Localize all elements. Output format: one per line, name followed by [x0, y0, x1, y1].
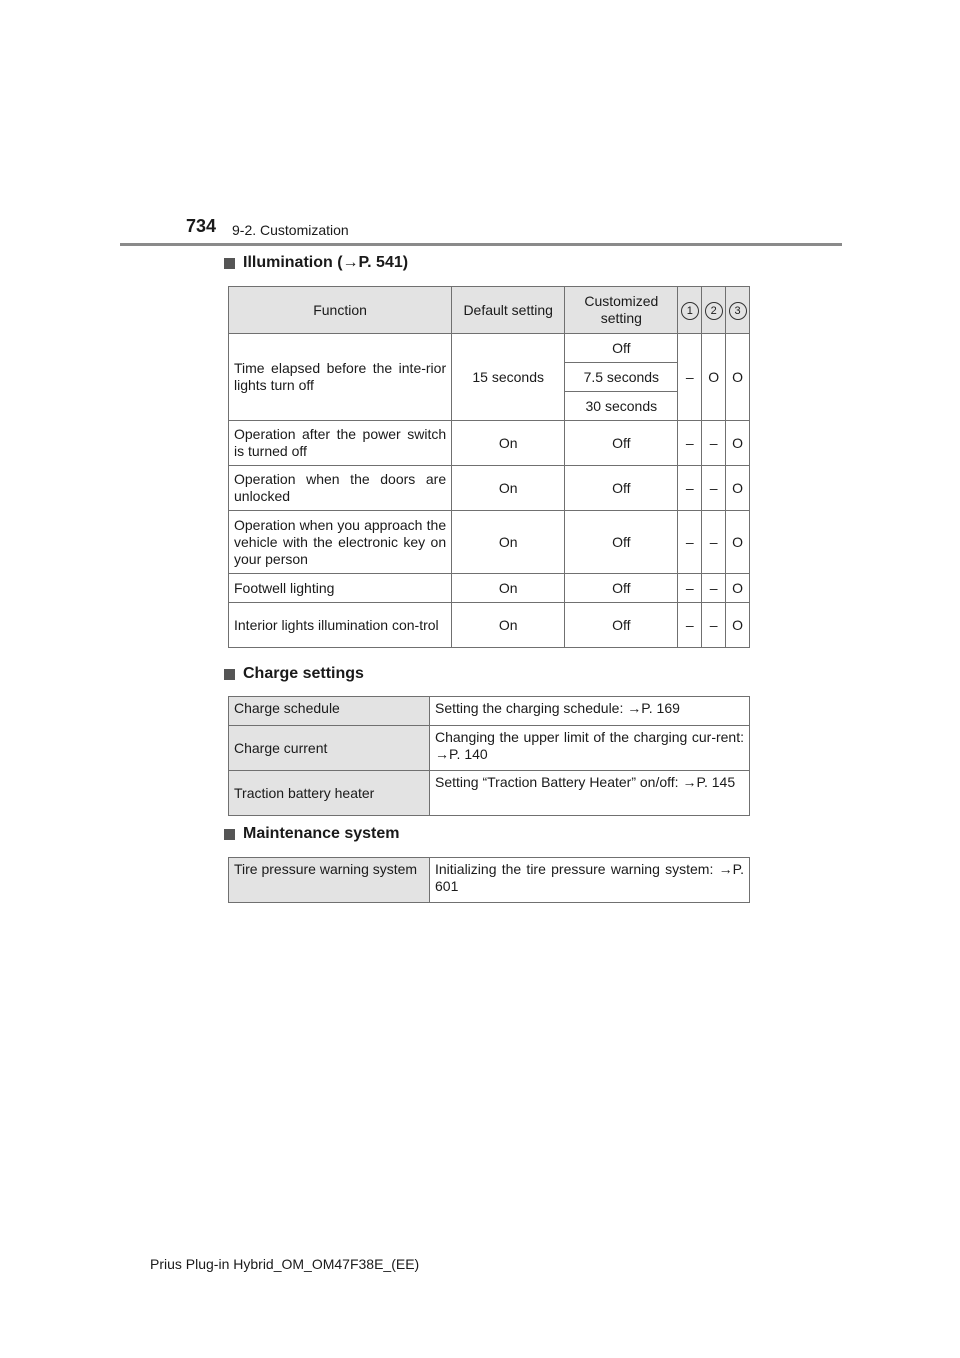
function-cell: Operation when the doors are unlocked: [229, 466, 452, 511]
default-cell: On: [452, 603, 565, 648]
custom-cell: Off: [565, 574, 678, 603]
function-cell: Interior lights illumination con-trol: [229, 603, 452, 648]
charge-settings-table: [228, 696, 750, 816]
default-cell: On: [452, 511, 565, 574]
table-row: [229, 771, 750, 816]
table-header-row: [229, 287, 750, 334]
col3-cell: O: [726, 511, 750, 574]
custom-cell: Off: [565, 421, 678, 466]
table-row: [229, 511, 750, 574]
column-2: [702, 287, 726, 334]
column-default-setting: Default setting: [452, 287, 565, 334]
setting-name-cell: Traction battery heater: [229, 771, 430, 816]
default-cell: On: [452, 466, 565, 511]
column-3: [726, 287, 750, 334]
table-row: [229, 466, 750, 511]
col2-cell: –: [702, 421, 726, 466]
column-1: [678, 287, 702, 334]
table-row: [229, 574, 750, 603]
col2-cell: –: [702, 466, 726, 511]
circled-number-3: 3: [729, 302, 747, 320]
setting-desc-cell: Changing the upper limit of the charging cur-rent: →P. 140: [430, 726, 750, 771]
col3-cell: O: [726, 421, 750, 466]
charge-settings-heading: [224, 665, 364, 683]
illumination-heading-text: Illumination (→P. 541): [243, 254, 409, 271]
custom-option-cell: Off: [565, 334, 678, 363]
table-row: [229, 726, 750, 771]
custom-cell: Off: [565, 511, 678, 574]
illumination-heading: [224, 254, 408, 272]
col2-cell: O: [702, 334, 726, 421]
table-row: [229, 858, 750, 903]
circled-number-2: 2: [705, 302, 723, 320]
custom-cell: Off: [565, 603, 678, 648]
square-bullet-icon: [224, 669, 235, 680]
page-number: 734: [186, 216, 217, 236]
header-divider: [120, 243, 842, 246]
circled-number-1: 1: [681, 302, 699, 320]
setting-desc-cell: Setting “Traction Battery Heater” on/off: →P. 145: [430, 771, 750, 816]
default-cell: On: [452, 574, 565, 603]
maintenance-heading: [224, 825, 400, 843]
function-cell: Operation after the power switch is turned off: [229, 421, 452, 466]
table-row: [229, 334, 750, 363]
custom-option-cell: 7.5 seconds: [565, 363, 678, 392]
col3-cell: O: [726, 574, 750, 603]
col3-cell: O: [726, 334, 750, 421]
col1-cell: –: [678, 574, 702, 603]
illumination-table: [228, 286, 750, 648]
setting-desc-cell: Setting the charging schedule: →P. 169: [430, 697, 750, 726]
table-row: [229, 421, 750, 466]
column-customized-setting: Customized setting: [565, 287, 678, 334]
section-title: 9-2. Customization: [232, 222, 349, 238]
function-cell: Footwell lighting: [229, 574, 452, 603]
col1-cell: –: [678, 603, 702, 648]
setting-name-cell: Charge schedule: [229, 697, 430, 726]
footer-document-id: Prius Plug-in Hybrid_OM_OM47F38E_(EE): [150, 1256, 420, 1272]
default-cell: On: [452, 421, 565, 466]
setting-name-cell: Charge current: [229, 726, 430, 771]
square-bullet-icon: [224, 258, 235, 269]
col2-cell: –: [702, 574, 726, 603]
col3-cell: O: [726, 603, 750, 648]
square-bullet-icon: [224, 829, 235, 840]
function-cell: Operation when you approach the vehicle with the electronic key on your person: [229, 511, 452, 574]
col1-cell: –: [678, 334, 702, 421]
col2-cell: –: [702, 511, 726, 574]
col1-cell: –: [678, 511, 702, 574]
maintenance-heading-text: Maintenance system: [243, 825, 400, 842]
col1-cell: –: [678, 421, 702, 466]
custom-cell: Off: [565, 466, 678, 511]
setting-name-cell: Tire pressure warning system: [229, 858, 430, 903]
col2-cell: –: [702, 603, 726, 648]
column-function: Function: [229, 287, 452, 334]
table-row: [229, 603, 750, 648]
setting-desc-cell: Initializing the tire pressure warning system: →P. 601: [430, 858, 750, 903]
maintenance-table: [228, 857, 750, 903]
default-cell: 15 seconds: [452, 334, 565, 421]
custom-option-cell: 30 seconds: [565, 392, 678, 421]
col3-cell: O: [726, 466, 750, 511]
table-row: [229, 697, 750, 726]
col1-cell: –: [678, 466, 702, 511]
function-cell: Time elapsed before the inte-rior lights turn off: [229, 334, 452, 421]
charge-settings-heading-text: Charge settings: [243, 665, 364, 682]
